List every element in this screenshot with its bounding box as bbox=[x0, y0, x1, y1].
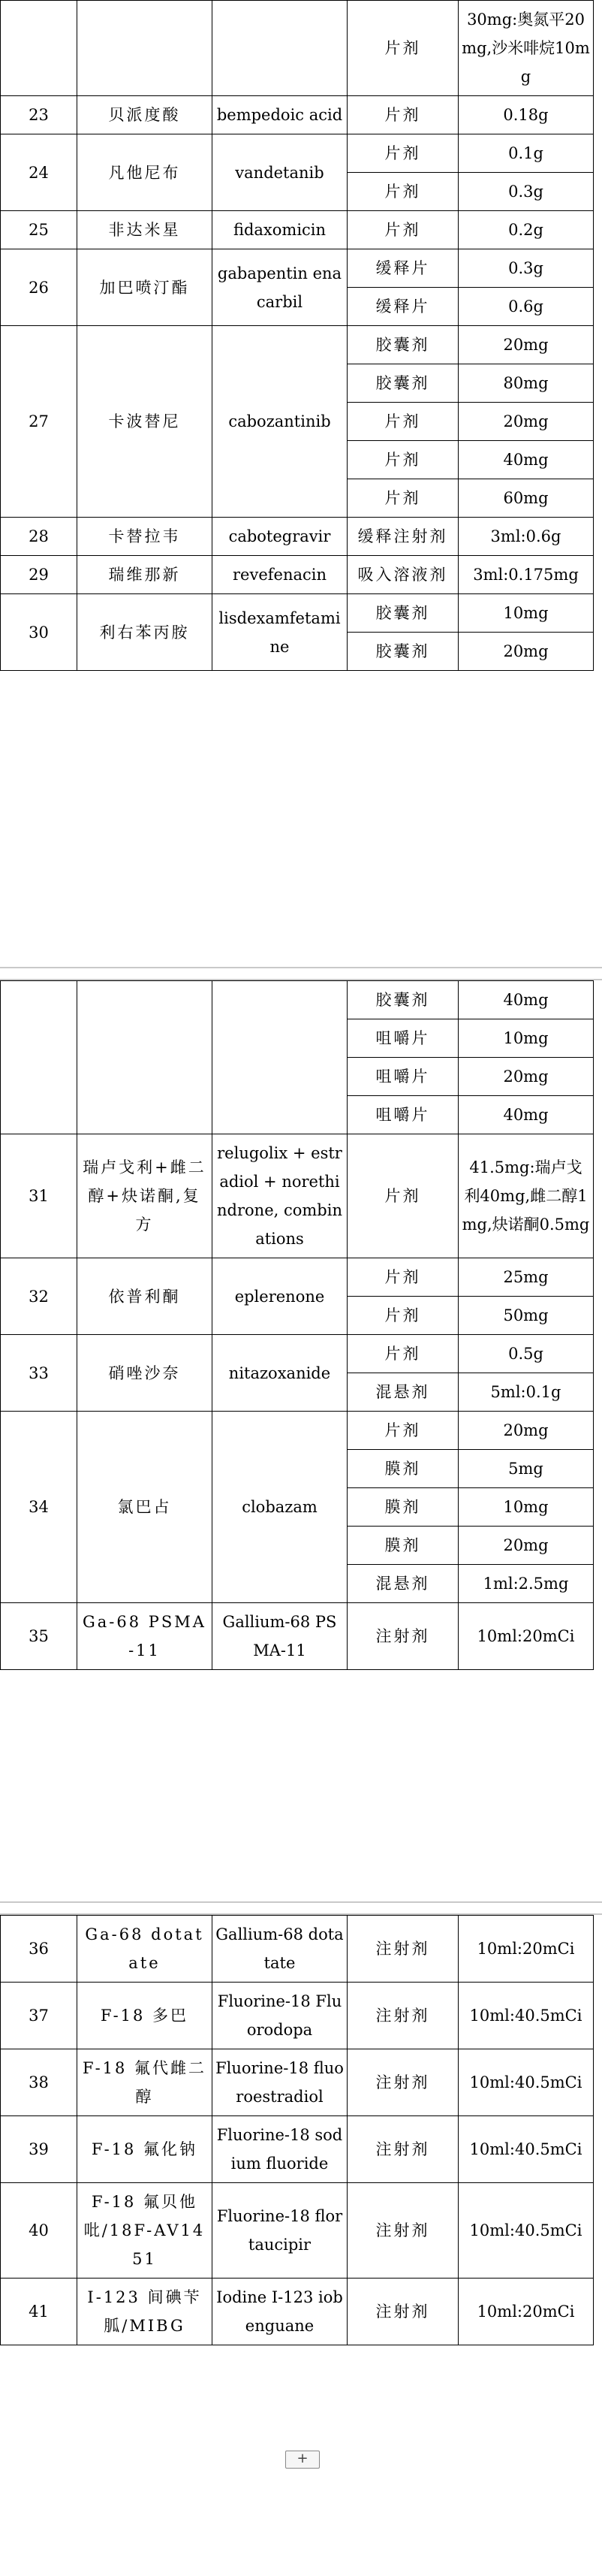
specification: 3ml:0.6g bbox=[459, 518, 594, 556]
specification: 10ml:20mCi bbox=[459, 2279, 594, 2345]
dosage-form: 片剂 bbox=[348, 441, 459, 479]
dosage-form: 片剂 bbox=[348, 1335, 459, 1373]
row-number: 27 bbox=[1, 326, 77, 518]
specification: 40mg bbox=[459, 981, 594, 1019]
row-number: 35 bbox=[1, 1603, 77, 1670]
row-number: 25 bbox=[1, 211, 77, 249]
chinese-name: 凡他尼布 bbox=[77, 134, 212, 211]
english-name: nitazoxanide bbox=[212, 1335, 348, 1412]
dosage-form: 膜剂 bbox=[348, 1488, 459, 1527]
english-name: clobazam bbox=[212, 1412, 348, 1603]
specification: 0.3g bbox=[459, 249, 594, 288]
table-row bbox=[1, 2116, 594, 2183]
specification: 20mg bbox=[459, 1527, 594, 1565]
dosage-form: 缓释片 bbox=[348, 288, 459, 326]
specification: 0.1g bbox=[459, 134, 594, 173]
chinese-name bbox=[77, 1, 212, 96]
english-name: Fluorine-18 fluoroestradiol bbox=[212, 2049, 348, 2116]
dosage-form: 胶囊剂 bbox=[348, 326, 459, 364]
drug-table-part-2 bbox=[0, 980, 594, 1670]
dosage-form: 胶囊剂 bbox=[348, 981, 459, 1019]
row-number: 30 bbox=[1, 594, 77, 671]
specification: 5mg bbox=[459, 1450, 594, 1488]
specification: 5ml:0.1g bbox=[459, 1373, 594, 1412]
chinese-name: F-18 氟代雌二醇 bbox=[77, 2049, 212, 2116]
dosage-form: 注射剂 bbox=[348, 2049, 459, 2116]
specification: 60mg bbox=[459, 479, 594, 518]
row-number: 23 bbox=[1, 96, 77, 134]
row-number: 26 bbox=[1, 249, 77, 326]
specification: 20mg bbox=[459, 326, 594, 364]
specification: 10ml:20mCi bbox=[459, 1603, 594, 1670]
english-name bbox=[212, 1, 348, 96]
chinese-name: F-18 氟化钠 bbox=[77, 2116, 212, 2183]
specification: 25mg bbox=[459, 1258, 594, 1297]
row-number: 39 bbox=[1, 2116, 77, 2183]
row-number: 41 bbox=[1, 2279, 77, 2345]
dosage-form: 胶囊剂 bbox=[348, 633, 459, 671]
dosage-form: 片剂 bbox=[348, 173, 459, 211]
english-name: Gallium-68 PSMA-11 bbox=[212, 1603, 348, 1670]
table-row bbox=[1, 1412, 594, 1450]
row-number: 29 bbox=[1, 556, 77, 594]
specification: 0.5g bbox=[459, 1335, 594, 1373]
dosage-form: 混悬剂 bbox=[348, 1565, 459, 1603]
dosage-form: 注射剂 bbox=[348, 1916, 459, 1983]
row-number: 28 bbox=[1, 518, 77, 556]
table-row bbox=[1, 1603, 594, 1670]
specification: 50mg bbox=[459, 1297, 594, 1335]
specification: 0.6g bbox=[459, 288, 594, 326]
dosage-form: 片剂 bbox=[348, 1412, 459, 1450]
english-name: Iodine I-123 iobenguane bbox=[212, 2279, 348, 2345]
dosage-form: 片剂 bbox=[348, 96, 459, 134]
table-row bbox=[1, 518, 594, 556]
specification: 10ml:40.5mCi bbox=[459, 1983, 594, 2049]
specification: 10mg bbox=[459, 1488, 594, 1527]
chinese-name: 瑞卢戈利+雌二醇+炔诺酮,复方 bbox=[77, 1134, 212, 1258]
page-break bbox=[0, 1901, 602, 1915]
chinese-name: 非达米星 bbox=[77, 211, 212, 249]
dosage-form: 膜剂 bbox=[348, 1450, 459, 1488]
dosage-form: 注射剂 bbox=[348, 2279, 459, 2345]
dosage-form: 胶囊剂 bbox=[348, 364, 459, 403]
dosage-form: 缓释片 bbox=[348, 249, 459, 288]
dosage-form: 片剂 bbox=[348, 1258, 459, 1297]
english-name: fidaxomicin bbox=[212, 211, 348, 249]
chinese-name: F-18 氟贝他吡/18F-AV1451 bbox=[77, 2183, 212, 2279]
row-number bbox=[1, 981, 77, 1134]
table-row bbox=[1, 981, 594, 1019]
row-number: 40 bbox=[1, 2183, 77, 2279]
drug-table-part-3 bbox=[0, 1915, 594, 2345]
specification: 20mg bbox=[459, 1412, 594, 1450]
specification: 30mg:奥氮平20mg,沙米啡烷10mg bbox=[459, 1, 594, 96]
dosage-form: 片剂 bbox=[348, 1297, 459, 1335]
table-row bbox=[1, 1983, 594, 2049]
row-number: 33 bbox=[1, 1335, 77, 1412]
table-row bbox=[1, 326, 594, 364]
specification: 10mg bbox=[459, 594, 594, 633]
chinese-name: 利右苯丙胺 bbox=[77, 594, 212, 671]
table-row bbox=[1, 134, 594, 173]
table-row bbox=[1, 594, 594, 633]
specification: 0.2g bbox=[459, 211, 594, 249]
english-name: lisdexamfetamine bbox=[212, 594, 348, 671]
table-row bbox=[1, 1916, 594, 1983]
english-name: cabotegravir bbox=[212, 518, 348, 556]
specification: 80mg bbox=[459, 364, 594, 403]
chinese-name: 氯巴占 bbox=[77, 1412, 212, 1603]
specification: 41.5mg:瑞卢戈利40mg,雌二醇1mg,炔诺酮0.5mg bbox=[459, 1134, 594, 1258]
dosage-form: 片剂 bbox=[348, 1, 459, 96]
english-name: cabozantinib bbox=[212, 326, 348, 518]
dosage-form: 混悬剂 bbox=[348, 1373, 459, 1412]
dosage-form: 膜剂 bbox=[348, 1527, 459, 1565]
table-row bbox=[1, 556, 594, 594]
dosage-form: 咀嚼片 bbox=[348, 1019, 459, 1058]
chinese-name: 硝唑沙奈 bbox=[77, 1335, 212, 1412]
dosage-form: 胶囊剂 bbox=[348, 594, 459, 633]
chinese-name: Ga-68 dotatate bbox=[77, 1916, 212, 1983]
chinese-name bbox=[77, 981, 212, 1134]
dosage-form: 片剂 bbox=[348, 403, 459, 441]
specification: 3ml:0.175mg bbox=[459, 556, 594, 594]
table-row bbox=[1, 2279, 594, 2345]
table-row bbox=[1, 249, 594, 288]
specification: 0.3g bbox=[459, 173, 594, 211]
add-row-button[interactable]: + bbox=[285, 2451, 320, 2469]
table-row bbox=[1, 1134, 594, 1258]
dosage-form: 注射剂 bbox=[348, 2183, 459, 2279]
dosage-form: 注射剂 bbox=[348, 2116, 459, 2183]
english-name: Gallium-68 dotatate bbox=[212, 1916, 348, 1983]
table-row bbox=[1, 2049, 594, 2116]
dosage-form: 咀嚼片 bbox=[348, 1058, 459, 1096]
specification: 40mg bbox=[459, 441, 594, 479]
chinese-name: F-18 多巴 bbox=[77, 1983, 212, 2049]
table-row bbox=[1, 1, 594, 96]
row-number: 38 bbox=[1, 2049, 77, 2116]
dosage-form: 注射剂 bbox=[348, 1983, 459, 2049]
table-row bbox=[1, 96, 594, 134]
page-break bbox=[0, 967, 602, 980]
english-name: revefenacin bbox=[212, 556, 348, 594]
english-name: relugolix + estradiol + norethindrone, combinations bbox=[212, 1134, 348, 1258]
specification: 10ml:40.5mCi bbox=[459, 2049, 594, 2116]
english-name bbox=[212, 981, 348, 1134]
specification: 10ml:40.5mCi bbox=[459, 2183, 594, 2279]
specification: 20mg bbox=[459, 403, 594, 441]
chinese-name: Ga-68 PSMA-11 bbox=[77, 1603, 212, 1670]
row-number: 37 bbox=[1, 1983, 77, 2049]
dosage-form: 片剂 bbox=[348, 134, 459, 173]
english-name: gabapentin enacarbil bbox=[212, 249, 348, 326]
chinese-name: 卡波替尼 bbox=[77, 326, 212, 518]
table-row bbox=[1, 211, 594, 249]
row-number: 34 bbox=[1, 1412, 77, 1603]
chinese-name: 卡替拉韦 bbox=[77, 518, 212, 556]
english-name: Fluorine-18 Fluorodopa bbox=[212, 1983, 348, 2049]
specification: 20mg bbox=[459, 633, 594, 671]
chinese-name: 贝派度酸 bbox=[77, 96, 212, 134]
chinese-name: 依普利酮 bbox=[77, 1258, 212, 1335]
dosage-form: 片剂 bbox=[348, 211, 459, 249]
dosage-form: 片剂 bbox=[348, 479, 459, 518]
row-number: 24 bbox=[1, 134, 77, 211]
dosage-form: 吸入溶液剂 bbox=[348, 556, 459, 594]
english-name: vandetanib bbox=[212, 134, 348, 211]
english-name: Fluorine-18 sodium fluoride bbox=[212, 2116, 348, 2183]
specification: 20mg bbox=[459, 1058, 594, 1096]
table-row bbox=[1, 1258, 594, 1297]
specification: 10mg bbox=[459, 1019, 594, 1058]
english-name: Fluorine-18 flortaucipir bbox=[212, 2183, 348, 2279]
row-number bbox=[1, 1, 77, 96]
specification: 10ml:40.5mCi bbox=[459, 2116, 594, 2183]
dosage-form: 缓释注射剂 bbox=[348, 518, 459, 556]
specification: 1ml:2.5mg bbox=[459, 1565, 594, 1603]
table-row bbox=[1, 2183, 594, 2279]
chinese-name: 加巴喷汀酯 bbox=[77, 249, 212, 326]
dosage-form: 片剂 bbox=[348, 1134, 459, 1258]
row-number: 32 bbox=[1, 1258, 77, 1335]
row-number: 36 bbox=[1, 1916, 77, 1983]
english-name: eplerenone bbox=[212, 1258, 348, 1335]
dosage-form: 注射剂 bbox=[348, 1603, 459, 1670]
row-number: 31 bbox=[1, 1134, 77, 1258]
table-row bbox=[1, 1335, 594, 1373]
chinese-name: 瑞维那新 bbox=[77, 556, 212, 594]
drug-table-part-1 bbox=[0, 0, 594, 671]
specification: 10ml:20mCi bbox=[459, 1916, 594, 1983]
english-name: bempedoic acid bbox=[212, 96, 348, 134]
chinese-name: I-123 间碘苄胍/MIBG bbox=[77, 2279, 212, 2345]
specification: 0.18g bbox=[459, 96, 594, 134]
specification: 40mg bbox=[459, 1096, 594, 1134]
dosage-form: 咀嚼片 bbox=[348, 1096, 459, 1134]
